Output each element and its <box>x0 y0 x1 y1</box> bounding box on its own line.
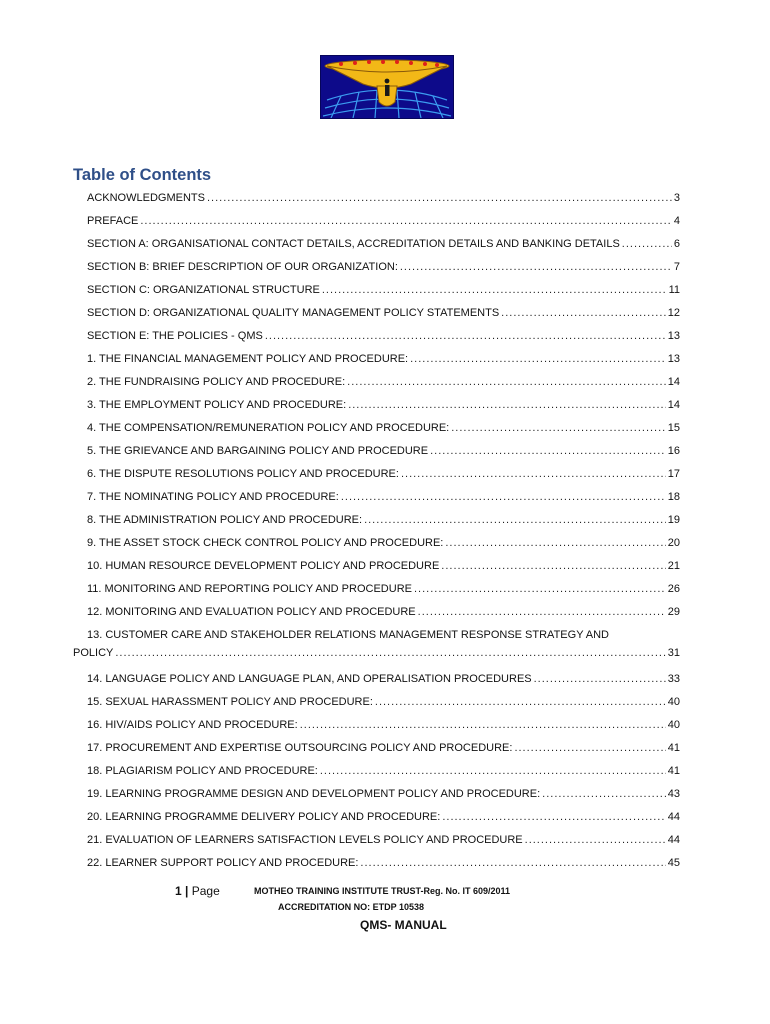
toc-leader-dots <box>400 261 672 274</box>
toc-entry-page: 41 <box>667 742 680 754</box>
toc-entry[interactable] <box>87 442 680 465</box>
toc-entry-title: 17. PROCUREMENT AND EXPERTISE OUTSOURCING POLICY AND PROCEDURE: <box>87 742 513 754</box>
toc-leader-dots <box>442 811 665 824</box>
footer-page-number <box>175 884 220 898</box>
toc-entry[interactable] <box>87 419 680 442</box>
page-number: 1 <box>175 884 182 898</box>
toc-entry-title: SECTION C: ORGANIZATIONAL STRUCTURE <box>87 284 320 296</box>
toc-entry[interactable] <box>87 350 680 373</box>
toc-leader-dots <box>115 647 665 660</box>
toc-entry-page: 11 <box>668 284 680 296</box>
toc-entry[interactable] <box>87 189 680 212</box>
toc-entry[interactable] <box>87 808 680 831</box>
toc-entry-title: 21. EVALUATION OF LEARNERS SATISFACTION LEVELS POLICY AND PROCEDURE <box>87 834 523 846</box>
toc-entry-title: 22. LEARNER SUPPORT POLICY AND PROCEDURE: <box>87 857 359 869</box>
toc-leader-dots <box>525 834 666 847</box>
toc-entry-title: 1. THE FINANCIAL MANAGEMENT POLICY AND PROCEDURE: <box>87 353 409 365</box>
toc-leader-dots <box>430 445 666 458</box>
toc-entry-title: 8. THE ADMINISTRATION POLICY AND PROCEDURE: <box>87 514 363 526</box>
toc-heading: Table of Contents <box>73 166 212 184</box>
toc-entry-title: 19. LEARNING PROGRAMME DESIGN AND DEVELOPMENT POLICY AND PROCEDURE: <box>87 788 541 800</box>
toc-entry-page: 29 <box>667 606 680 618</box>
toc-leader-dots <box>622 238 672 251</box>
toc-entry-page: 3 <box>673 192 680 204</box>
toc-leader-dots <box>501 307 666 320</box>
toc-entry[interactable] <box>87 693 680 716</box>
footer-accreditation: ACCREDITATION NO: ETDP 10538 <box>278 902 425 912</box>
toc-leader-dots <box>534 673 666 686</box>
toc-entry-title: 6. THE DISPUTE RESOLUTIONS POLICY AND PROCEDURE: <box>87 468 399 480</box>
toc-entry-title: SECTION B: BRIEF DESCRIPTION OF OUR ORGANIZATION: <box>87 261 398 273</box>
toc-leader-dots <box>300 719 666 732</box>
toc-entry-title: 2. THE FUNDRAISING POLICY AND PROCEDURE: <box>87 376 346 388</box>
toc-entry[interactable] <box>87 488 680 511</box>
toc-leader-dots <box>375 696 666 709</box>
toc-entry-page: 12 <box>667 307 680 319</box>
toc-entry-title: 10. HUMAN RESOURCE DEVELOPMENT POLICY AND PROCEDURE <box>87 560 440 572</box>
toc-entry-title: 12. MONITORING AND EVALUATION POLICY AND PROCEDURE <box>87 606 416 618</box>
toc-entry-title-continued: POLICY <box>73 647 114 659</box>
toc-entry[interactable] <box>87 534 680 557</box>
toc-entry-title: 16. HIV/AIDS POLICY AND PROCEDURE: <box>87 719 298 731</box>
toc-entry-page: 6 <box>673 238 680 250</box>
toc-leader-dots <box>360 857 665 870</box>
toc-entry-page: 26 <box>667 583 680 595</box>
toc-entry-title: 11. MONITORING AND REPORTING POLICY AND PROCEDURE <box>87 583 412 595</box>
toc-entry-page: 20 <box>667 537 680 549</box>
toc-entry-page: 41 <box>667 765 680 777</box>
toc-entry[interactable] <box>87 465 680 488</box>
toc-entry-page: 31 <box>667 647 680 659</box>
toc-entry-page: 40 <box>667 696 680 708</box>
toc-entry[interactable] <box>87 603 680 626</box>
toc-entry-title: 4. THE COMPENSATION/REMUNERATION POLICY AND PROCEDURE: <box>87 422 450 434</box>
toc-entry-page: 40 <box>667 719 680 731</box>
toc-entry[interactable] <box>87 235 680 258</box>
toc-leader-dots <box>410 353 666 366</box>
toc-entry-page: 7 <box>673 261 680 273</box>
toc-leader-dots <box>542 788 666 801</box>
toc-entry[interactable] <box>87 580 680 603</box>
toc-entry[interactable] <box>87 831 680 854</box>
toc-entry-title: PREFACE <box>87 215 139 227</box>
page-separator: | <box>185 884 189 898</box>
toc-entry-title: 13. CUSTOMER CARE AND STAKEHOLDER RELATIONS MANAGEMENT RESPONSE STRATEGY AND <box>87 629 610 641</box>
toc-entry-title: SECTION E: THE POLICIES - QMS <box>87 330 263 342</box>
footer-manual-title: QMS- MANUAL <box>360 918 447 932</box>
toc-entry[interactable] <box>87 327 680 350</box>
toc-entry[interactable] <box>73 626 680 670</box>
toc-leader-dots <box>414 583 666 596</box>
toc-entry-page: 13 <box>667 353 680 365</box>
toc-entry-page: 33 <box>667 673 680 685</box>
toc-entry-page: 19 <box>667 514 680 526</box>
toc-entry[interactable] <box>87 762 680 785</box>
toc-entry-title: SECTION D: ORGANIZATIONAL QUALITY MANAGEMENT POLICY STATEMENTS <box>87 307 500 319</box>
toc-entry-title: 14. LANGUAGE POLICY AND LANGUAGE PLAN, AND OPERALISATION PROCEDURES <box>87 673 532 685</box>
toc-leader-dots <box>445 537 665 550</box>
toc-leader-dots <box>341 491 666 504</box>
toc-entry-title: 20. LEARNING PROGRAMME DELIVERY POLICY AND PROCEDURE: <box>87 811 441 823</box>
footer-organization: MOTHEO TRAINING INSTITUTE TRUST-Reg. No. IT 609/2011 <box>254 886 511 896</box>
toc-entry[interactable] <box>87 785 680 808</box>
toc-entry-page: 17 <box>667 468 680 480</box>
toc-entry-page: 18 <box>667 491 680 503</box>
page-word: Page <box>191 884 220 898</box>
toc-entry-title: SECTION A: ORGANISATIONAL CONTACT DETAILS, ACCREDITATION DETAILS AND BANKING DETAILS <box>87 238 620 250</box>
toc-leader-dots <box>322 284 667 297</box>
toc-entry[interactable] <box>87 854 680 877</box>
toc-entry[interactable] <box>87 670 680 693</box>
toc-entry-title: 15. SEXUAL HARASSMENT POLICY AND PROCEDURE: <box>87 696 373 708</box>
toc-entry-page: 13 <box>667 330 680 342</box>
toc-entry-page: 43 <box>667 788 680 800</box>
toc-entry-page: 4 <box>673 215 680 227</box>
toc-entry-page: 44 <box>667 834 680 846</box>
toc-entry[interactable] <box>87 557 680 580</box>
toc-leader-dots <box>348 399 666 412</box>
toc-entry-title: ACKNOWLEDGMENTS <box>87 192 205 204</box>
toc-entry[interactable] <box>87 511 680 534</box>
toc-leader-dots <box>401 468 666 481</box>
toc-leader-dots <box>207 192 672 205</box>
toc-entry[interactable] <box>87 212 680 235</box>
toc-entry-title: 3. THE EMPLOYMENT POLICY AND PROCEDURE: <box>87 399 347 411</box>
toc-entry-page: 45 <box>667 857 680 869</box>
toc-leader-dots <box>347 376 666 389</box>
toc-leader-dots <box>451 422 666 435</box>
toc-leader-dots <box>514 742 665 755</box>
toc-leader-dots <box>265 330 666 343</box>
toc-entry-title: 5. THE GRIEVANCE AND BARGAINING POLICY AND PROCEDURE <box>87 445 429 457</box>
toc-entry-page: 14 <box>667 376 680 388</box>
toc-entry[interactable] <box>87 739 680 762</box>
toc-entry-page: 15 <box>667 422 680 434</box>
toc-entry-page: 16 <box>667 445 680 457</box>
toc-list <box>73 189 680 877</box>
toc-entry[interactable] <box>87 373 680 396</box>
toc-entry[interactable] <box>87 716 680 739</box>
toc-leader-dots <box>441 560 665 573</box>
toc-entry-page: 14 <box>667 399 680 411</box>
toc-entry[interactable] <box>87 258 680 281</box>
toc-leader-dots <box>320 765 666 778</box>
toc-entry-title: 18. PLAGIARISM POLICY AND PROCEDURE: <box>87 765 318 777</box>
toc-entry-title: 9. THE ASSET STOCK CHECK CONTROL POLICY AND PROCEDURE: <box>87 537 444 549</box>
toc-entry[interactable] <box>87 281 680 304</box>
toc-entry[interactable] <box>87 304 680 327</box>
toc-leader-dots <box>140 215 672 228</box>
toc-leader-dots <box>418 606 666 619</box>
toc-entry-page: 44 <box>667 811 680 823</box>
toc-entry-title: 7. THE NOMINATING POLICY AND PROCEDURE: <box>87 491 339 503</box>
motheo-logo-icon <box>320 55 454 119</box>
toc-entry[interactable] <box>87 396 680 419</box>
toc-entry-page: 21 <box>667 560 680 572</box>
toc-leader-dots <box>364 514 666 527</box>
